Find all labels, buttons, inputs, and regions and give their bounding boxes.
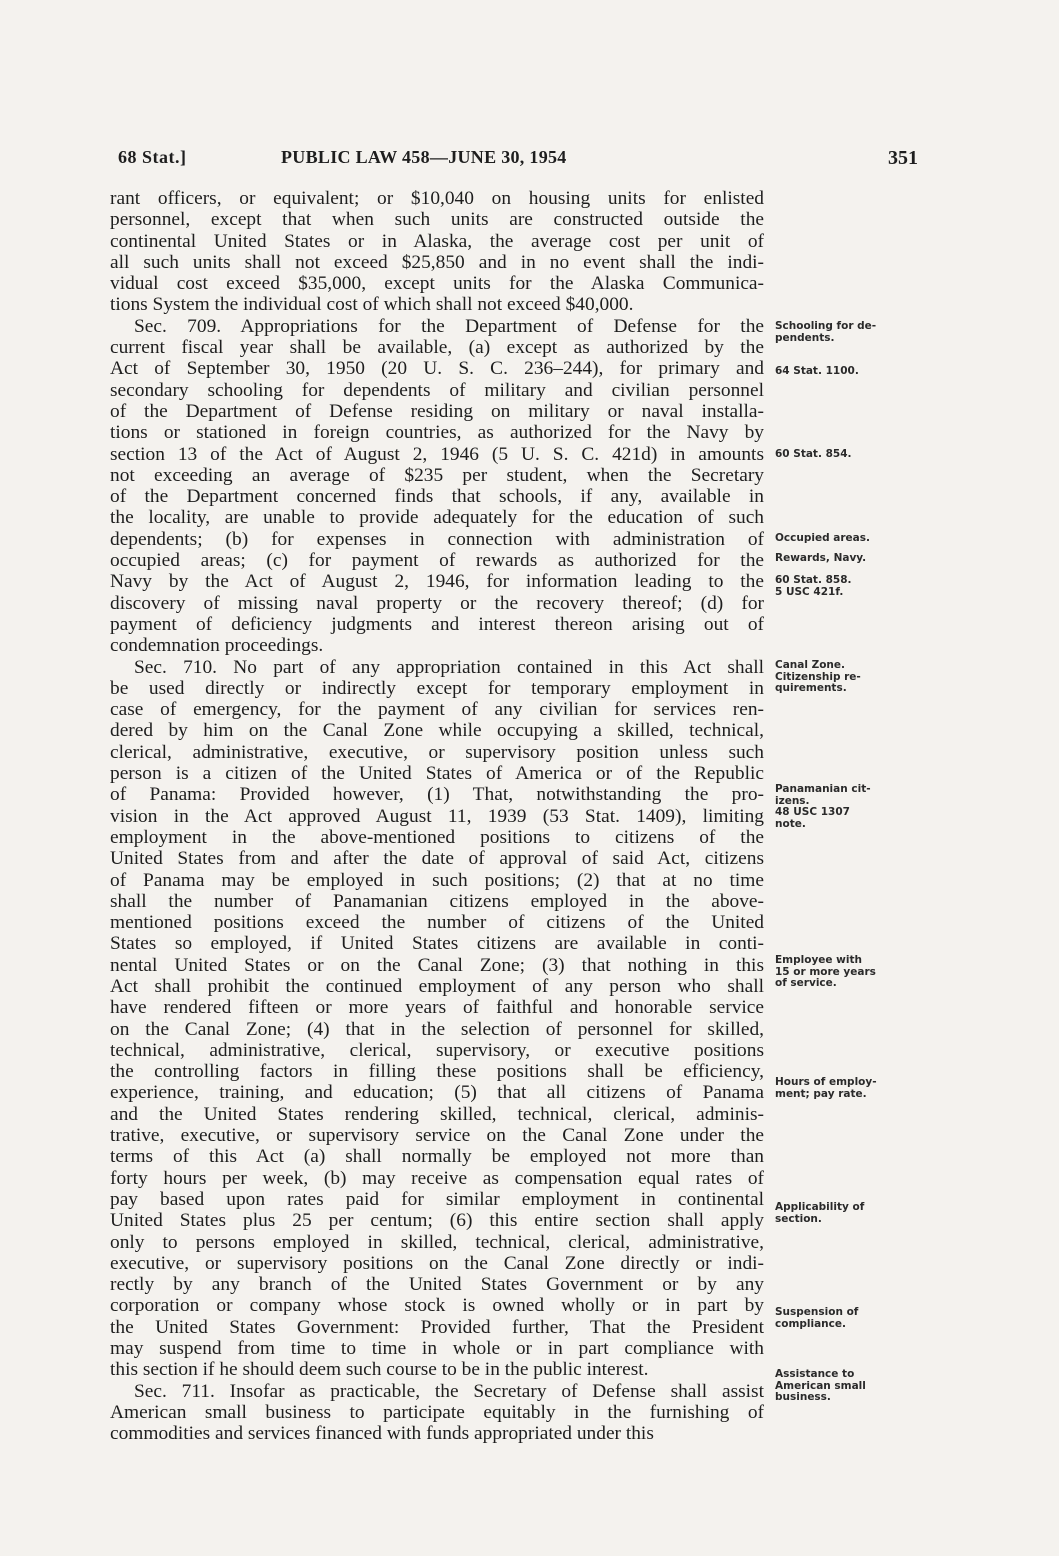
body-line: American small business to participate equitably in the furnishing of [110, 1401, 764, 1423]
body-line: occupied areas; (c) for payment of rewards as authorized for the [110, 550, 764, 572]
body-line: nental United States or on the Canal Zone; (3) that nothing in this [110, 954, 764, 976]
body-line: current fiscal year shall be available, (a) except as authorized by the [110, 337, 764, 359]
margin-note-line: Panamanian cit- [775, 783, 871, 795]
margin-note [775, 321, 925, 344]
body-line: tions System the individual cost of which shall not exceed $40,000. [110, 294, 634, 316]
body-text [110, 188, 764, 1445]
body-line: experience, training, and education; (5) that all citizens of Panama [110, 1082, 764, 1104]
margin-note-line: 5 USC 421f. [775, 585, 844, 598]
body-line: have rendered fifteen or more years of faithful and honorable service [110, 997, 764, 1019]
body-line: may suspend from time to time in whole or in part compliance with [110, 1338, 764, 1360]
body-line: of the Department of Defense residing on military or naval installa- [110, 400, 764, 422]
margin-note-line: pendents. [775, 331, 835, 344]
body-line: only to persons employed in skilled, technical, clerical, administrative, [110, 1231, 764, 1253]
page-header [118, 147, 918, 173]
body-line: this section if he should deem such course to be in the public interest. [110, 1359, 649, 1381]
margin-note-line: American small [775, 1379, 866, 1392]
body-line: vidual cost exceed $35,000, except units for the Alaska Communica- [110, 273, 764, 295]
margin-note-line: Employee with [775, 954, 862, 966]
margin-note-line: 60 Stat. 854. [775, 448, 852, 460]
body-line: mentioned positions exceed the number of citizens of the United [110, 912, 764, 934]
body-line: Navy by the Act of August 2, 1946, for information leading to the [110, 571, 764, 593]
body-line: corporation or company whose stock is owned wholly or in part by [110, 1295, 764, 1317]
body-line: Sec. 711. Insofar as practicable, the Secretary of Defense shall assist [134, 1380, 764, 1402]
body-line: continental United States or in Alaska, the average cost per unit of [110, 230, 764, 252]
body-line: commodities and services financed with funds appropriated under this [110, 1423, 654, 1445]
body-line: the controlling factors in filling these positions shall be efficiency, [110, 1061, 764, 1083]
body-line: terms of this Act (a) shall normally be employed not more than [110, 1146, 764, 1168]
margin-note [775, 1202, 925, 1225]
body-line: employment in the above-mentioned positions to citizens of the [110, 826, 764, 848]
body-line: payment of deficiency judgments and interest thereon arising out of [110, 613, 764, 635]
margin-note [775, 784, 925, 830]
margin-note [775, 449, 925, 461]
margin-note-line: quirements. [775, 682, 847, 694]
margin-note-line: 15 or more years [775, 965, 876, 978]
margin-note-line: 64 Stat. 1100. [775, 365, 859, 377]
margin-note [775, 1077, 925, 1100]
body-line: United States plus 25 per centum; (6) this entire section shall apply [110, 1210, 764, 1232]
margin-note-line: Suspension of [775, 1306, 859, 1318]
body-line: trative, executive, or supervisory service on the Canal Zone under the [110, 1125, 764, 1147]
margin-note-line: izens. [775, 794, 810, 807]
margin-note-line: compliance. [775, 1317, 846, 1330]
margin-note-line: Hours of employ- [775, 1076, 877, 1088]
body-line: tions or stationed in foreign countries, as authorized for the Navy by [110, 422, 764, 444]
body-line: Sec. 709. Appropriations for the Department of Defense for the [134, 315, 764, 337]
margin-note [775, 366, 925, 378]
body-line: of Panama: Provided however, (1) That, notwithstanding the pro- [110, 784, 764, 806]
body-line: personnel, except that when such units are constructed outside the [110, 209, 764, 231]
body-line: rant officers, or equivalent; or $10,040 on housing units for enlisted [110, 188, 764, 209]
margin-note-line: Rewards, Navy. [775, 552, 867, 564]
margin-note-line: note. [775, 817, 806, 830]
margin-note [775, 660, 925, 695]
body-line: United States from and after the date of approval of said Act, citizens [110, 848, 764, 870]
body-line: rectly by any branch of the United States Government or by any [110, 1274, 764, 1296]
body-line: secondary schooling for dependents of military and civilian personnel [110, 379, 764, 401]
header-title: PUBLIC LAW 458—JUNE 30, 1954 [281, 147, 567, 167]
margin-note [775, 1369, 925, 1404]
margin-note-line: Citizenship re- [775, 670, 861, 683]
body-line: of Panama may be employed in such positions; (2) that at no time [110, 869, 764, 891]
body-line: dered by him on the Canal Zone while occupying a skilled, technical, [110, 720, 764, 742]
body-line: discovery of missing naval property or the recovery thereof; (d) for [110, 592, 764, 614]
body-line: section 13 of the Act of August 2, 1946 (5 U. S. C. 421d) in amounts [110, 443, 764, 465]
body-line: shall the number of Panamanian citizens employed in the above- [110, 890, 764, 912]
body-line: condemnation proceedings. [110, 635, 324, 657]
body-line: be used directly or indirectly except for temporary employment in [110, 677, 764, 699]
margin-note [775, 553, 925, 565]
margin-note-line: ment; pay rate. [775, 1087, 867, 1100]
body-line: forty hours per week, (b) may receive as compensation equal rates of [110, 1167, 764, 1189]
body-line: and the United States rendering skilled, technical, clerical, adminis- [110, 1103, 764, 1125]
margin-note-line: business. [775, 1391, 831, 1403]
margin-note-line: 48 USC 1307 [775, 806, 850, 818]
margin-note-line: 60 Stat. 858. [775, 574, 852, 586]
body-line: person is a citizen of the United States of America or of the Republic [110, 763, 764, 785]
body-line: pay based upon rates paid for similar employment in continental [110, 1188, 764, 1210]
body-line: not exceeding an average of $235 per student, when the Secretary [110, 464, 764, 486]
body-line: clerical, administrative, executive, or supervisory position unless such [110, 741, 764, 763]
body-line: executive, or supervisory positions on the Canal Zone directly or indi- [110, 1252, 764, 1274]
body-line: all such units shall not exceed $25,850 and in no event shall the indi- [110, 251, 764, 273]
page-number: 351 [888, 147, 918, 169]
margin-note-line: Assistance to [775, 1368, 855, 1380]
margin-note-line: of service. [775, 977, 837, 989]
body-line: Act shall prohibit the continued employment of any person who shall [110, 975, 764, 997]
margin-note-line: Canal Zone. [775, 659, 846, 671]
body-line: Act of September 30, 1950 (20 U. S. C. 236–244), for primary and [110, 358, 764, 380]
body-line: case of emergency, for the payment of any civilian for services ren- [110, 699, 764, 721]
body-line: the locality, are unable to provide adequately for the education of such [110, 507, 764, 529]
margin-note [775, 575, 925, 598]
margin-note-line: section. [775, 1212, 822, 1225]
margin-note [775, 1307, 925, 1330]
margin-note-line: Occupied areas. [775, 532, 870, 544]
margin-note [775, 955, 925, 990]
body-line: dependents; (b) for expenses in connection with administration of [110, 528, 764, 550]
body-line: of the Department concerned finds that schools, if any, available in [110, 486, 764, 508]
body-line: vision in the Act approved August 11, 1939 (53 Stat. 1409), limiting [110, 805, 764, 827]
body-line: States so employed, if United States citizens are available in conti- [110, 933, 764, 955]
body-line: the United States Government: Provided further, That the President [110, 1316, 764, 1338]
margin-note-line: Applicability of [775, 1201, 865, 1213]
body-line: technical, administrative, clerical, supervisory, or executive positions [110, 1039, 764, 1061]
body-line: on the Canal Zone; (4) that in the selection of personnel for skilled, [110, 1018, 764, 1040]
header-volume: 68 Stat.] [118, 147, 187, 167]
body-line: Sec. 710. No part of any appropriation contained in this Act shall [134, 656, 764, 678]
margin-note-line: Schooling for de- [775, 320, 877, 332]
margin-note [775, 533, 925, 545]
